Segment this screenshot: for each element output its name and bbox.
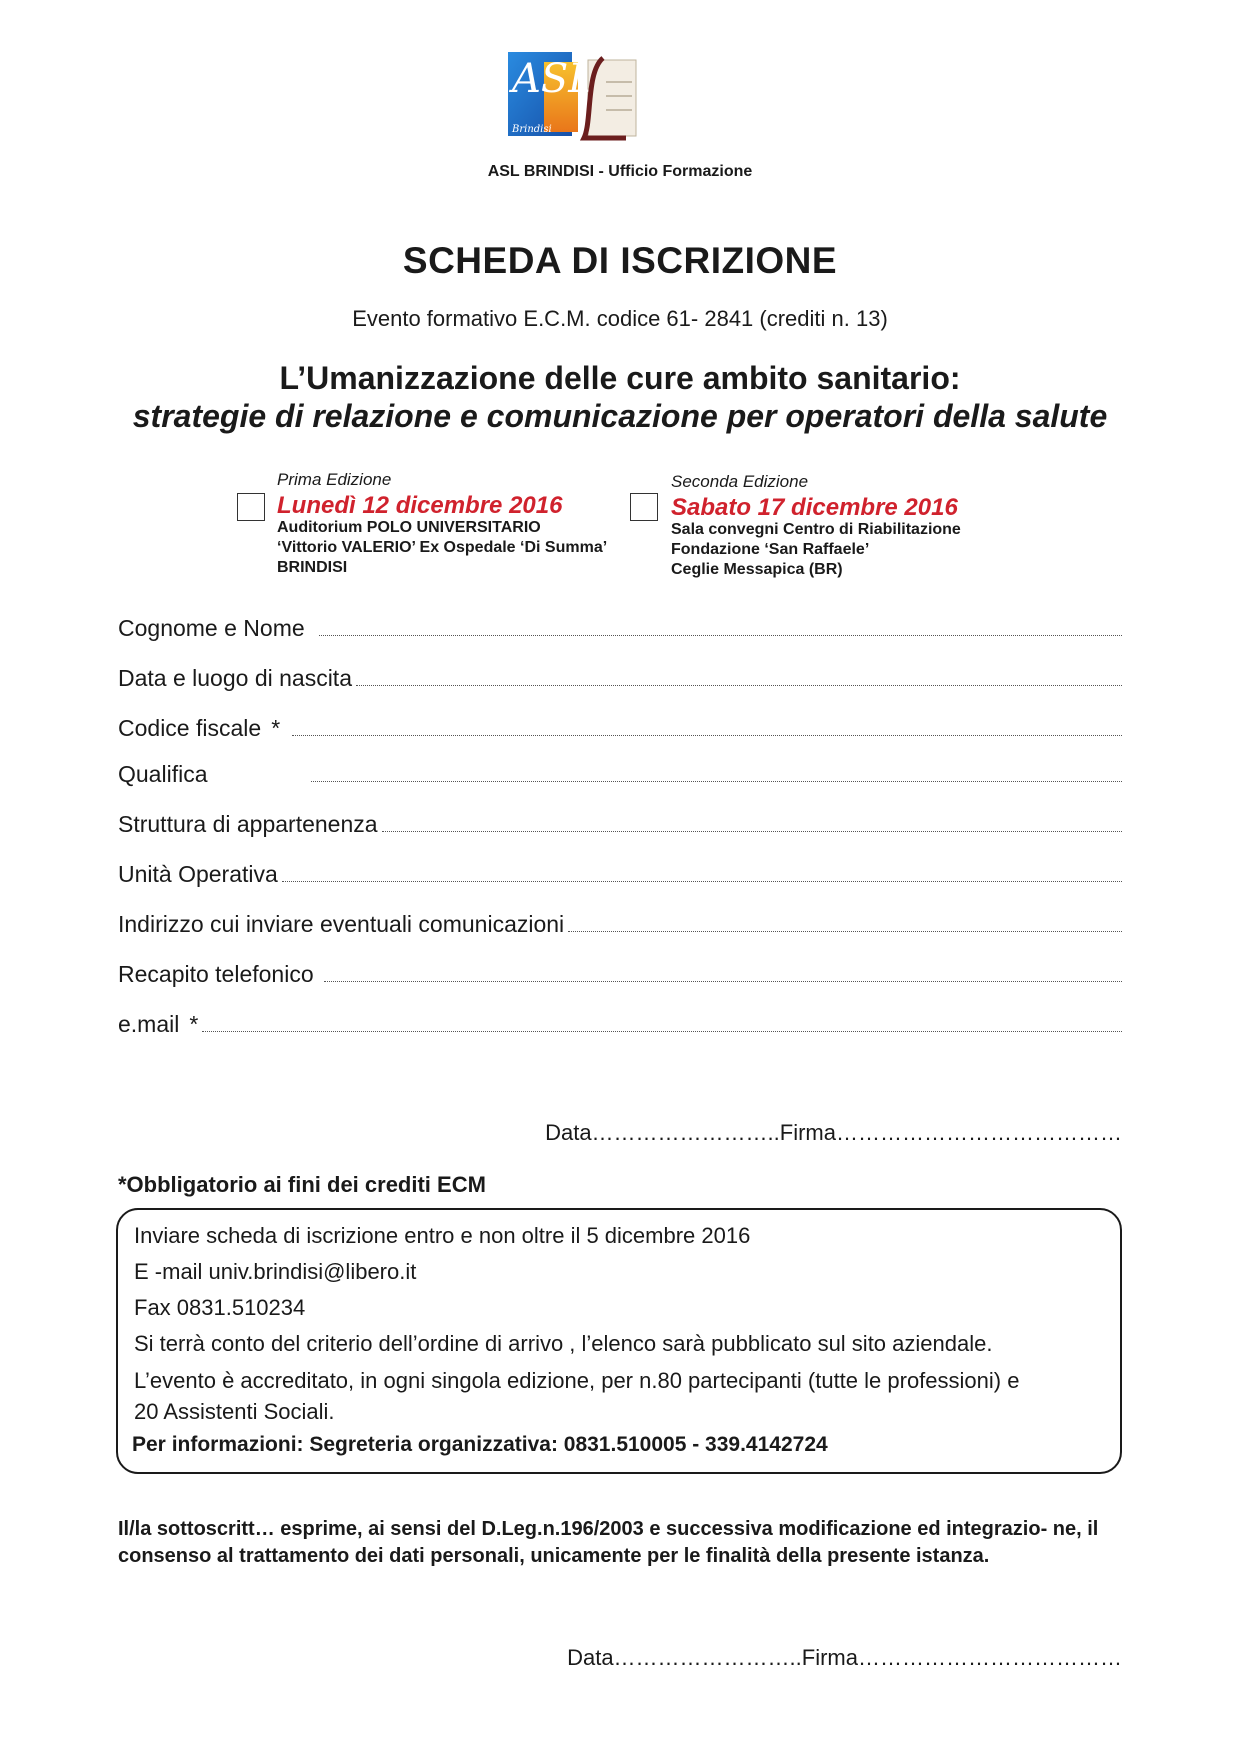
- second-edition-date: Sabato 17 dicembre 2016: [671, 494, 958, 521]
- accreditation-text: 20 Assistenti Sociali.: [134, 1399, 335, 1424]
- first-edition-label: Prima Edizione: [277, 470, 392, 489]
- privacy-consent: Il/la sottoscritt… esprime, ai sensi del D.Leg.n.196/2003 e successiva modificazione ed integrazio- ne, il consenso al trattamento dei dati personali, unicamente per le finalità della presente istanza.: [118, 1518, 1099, 1567]
- fill-in-line[interactable]: [311, 781, 1122, 782]
- organization-name: ASL BRINDISI - Ufficio Formazione: [487, 163, 753, 180]
- required-mark: *: [189, 1011, 199, 1037]
- fill-in-line[interactable]: [356, 685, 1122, 686]
- field-label: Unità Operativa: [118, 861, 278, 887]
- logo-city: Brindisi: [512, 124, 552, 135]
- email-contact[interactable]: E -mail univ.brindisi@libero.it: [134, 1259, 417, 1284]
- event-code: Evento formativo E.C.M. codice 61- 2841 (crediti n. 13): [352, 306, 888, 331]
- criteria-text: Si terrà conto del criterio dell’ordine di arrivo , l’elenco sarà pubblicato sul sito aziendale.: [134, 1331, 993, 1356]
- first-edition-venue-line: BRINDISI: [277, 559, 348, 576]
- field-label: e.mail: [118, 1011, 180, 1037]
- full-name-field[interactable]: [118, 608, 1122, 642]
- field-label: Codice fiscale: [118, 715, 262, 741]
- second-edition-checkbox[interactable]: [630, 493, 658, 521]
- date-signature-line-2[interactable]: Data……………………..Firma………………………………: [567, 1645, 1122, 1670]
- field-label: Cognome e Nome: [118, 615, 305, 641]
- second-edition-venue-line: Sala convegni Centro di Riabilitazione: [671, 521, 961, 538]
- operating-unit-field[interactable]: [118, 854, 1122, 888]
- contact-info: Per informazioni: Segreteria organizzativa: 0831.510005 - 339.4142724: [132, 1433, 828, 1456]
- mandatory-note: *Obbligatorio ai fini dei crediti ECM: [118, 1172, 486, 1197]
- field-label: Indirizzo cui inviare eventuali comunicazioni: [118, 911, 565, 937]
- accreditation-text: L’evento è accreditato, in ogni singola edizione, per n.80 partecipanti (tutte le professioni) e: [134, 1368, 1020, 1393]
- deadline-text: Inviare scheda di iscrizione entro e non oltre il 5 dicembre 2016: [134, 1223, 751, 1248]
- birth-date-place-field[interactable]: [118, 658, 1122, 692]
- address-field[interactable]: [118, 904, 1122, 938]
- event-title-line-1: L’Umanizzazione delle cure ambito sanitario:: [279, 360, 961, 396]
- fill-in-line[interactable]: [319, 635, 1122, 636]
- field-label: Struttura di appartenenza: [118, 811, 378, 837]
- tax-code-field[interactable]: [118, 708, 1122, 742]
- fill-in-line[interactable]: [282, 881, 1122, 882]
- logo-letters: ASL: [512, 56, 595, 102]
- fill-in-line[interactable]: [202, 1031, 1122, 1032]
- second-edition-label: Seconda Edizione: [671, 472, 809, 491]
- fill-in-line[interactable]: [292, 735, 1122, 736]
- first-edition-venue-line: Auditorium POLO UNIVERSITARIO: [277, 519, 541, 536]
- first-edition-checkbox[interactable]: [237, 493, 265, 521]
- email-field[interactable]: [118, 1004, 1122, 1038]
- phone-field[interactable]: [118, 954, 1122, 988]
- second-edition-venue-line: Fondazione ‘San Raffaele’: [671, 541, 870, 558]
- event-title-line-2: strategie di relazione e comunicazione per operatori della salute: [132, 398, 1108, 434]
- field-label: Qualifica: [118, 761, 208, 787]
- form-title: SCHEDA DI ISCRIZIONE: [402, 240, 838, 281]
- first-edition-date: Lunedì 12 dicembre 2016: [277, 492, 563, 519]
- second-edition-venue-line: Ceglie Messapica (BR): [671, 561, 843, 578]
- asl-logo-graphic: [508, 52, 640, 144]
- organization-unit-field[interactable]: [118, 804, 1122, 838]
- qualification-field[interactable]: [118, 754, 1122, 788]
- required-mark: *: [271, 715, 281, 741]
- field-label: Recapito telefonico: [118, 961, 314, 987]
- fill-in-line[interactable]: [324, 981, 1122, 982]
- fax-contact: Fax 0831.510234: [134, 1295, 306, 1320]
- field-label: Data e luogo di nascita: [118, 665, 352, 691]
- fill-in-line[interactable]: [568, 931, 1122, 932]
- date-signature-line[interactable]: Data……………………..Firma…………………………………: [545, 1120, 1122, 1145]
- fill-in-line[interactable]: [382, 831, 1122, 832]
- first-edition-venue-line: ‘Vittorio VALERIO’ Ex Ospedale ‘Di Summa’: [277, 539, 608, 556]
- asl-logo: [508, 52, 640, 144]
